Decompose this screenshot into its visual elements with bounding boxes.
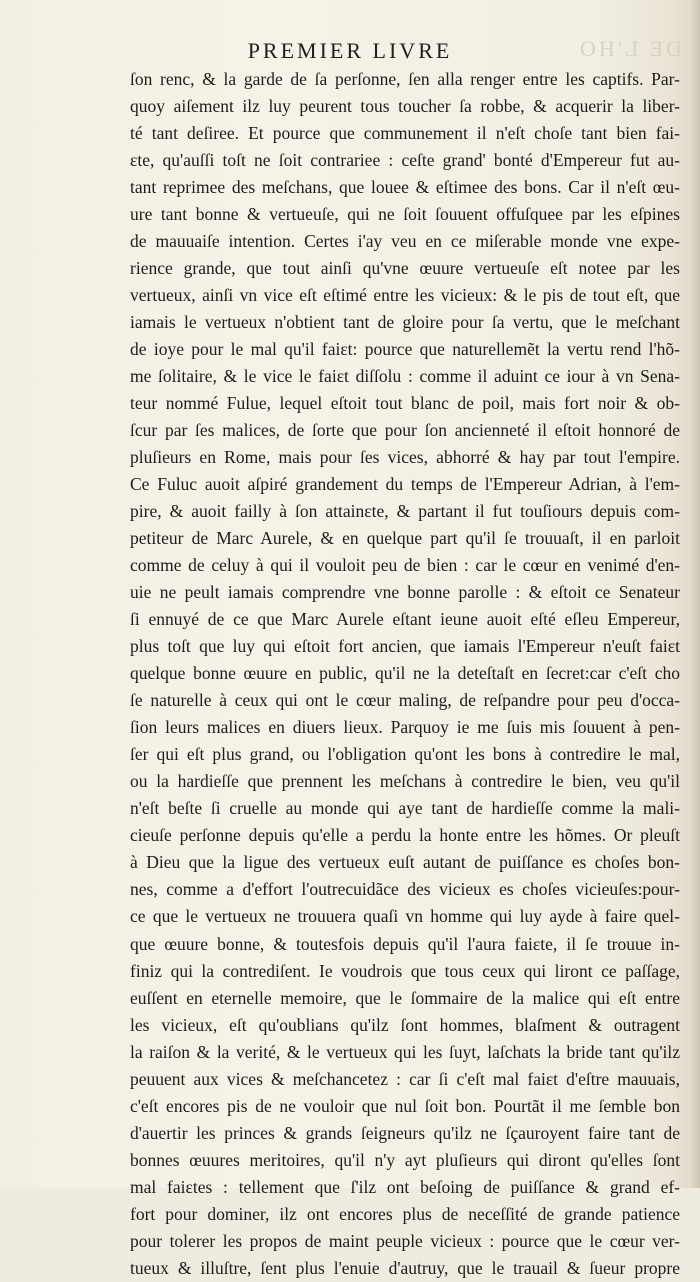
text-line: c'eſt encores pis de ne vouloir que nul ſoit bon. Pourtãt il me ſemble bon: [130, 1095, 680, 1116]
text-line: teur nommé Fulue, lequel eſtoit tout blanc de poil, mais fort noir & ob-: [130, 393, 680, 414]
bleed-through-heading: DE L'HO: [576, 36, 682, 61]
text-line: à Dieu que la ligue des vertueux euſt autant de puiſſance es choſes bon-: [130, 852, 680, 873]
body-text: [130, 66, 680, 1282]
page-edge: [688, 0, 700, 1188]
text-line: vertueux, ainſi vn vice eſt eſtimé entre les vicieux: & le pis de tout eſt, que: [130, 285, 680, 306]
text-line: de ioye pour le mal qu'il faiɛt: pource que naturellemẽt la vertu rend l'hõ-: [130, 339, 680, 360]
text-line: petiteur de Marc Aurele, & en quelque part qu'il ſe trouuaſt, il en parloit: [130, 528, 680, 549]
text-line: les vicieux, eſt qu'oublians qu'ilz ſont hommes, blaſment & outragent: [130, 1014, 680, 1035]
text-line: nes, comme a d'effort l'outrecuidãce des vicieux es choſes vicieuſes:pour-: [130, 879, 680, 900]
text-line: ɛte, qu'auſſi toſt ne ſoit contrariee : ceſte grand' bonté d'Empereur fut au-: [130, 150, 680, 171]
text-line: ſer qui eſt plus grand, ou l'obligation qu'ont les bons à contredire le mal,: [130, 744, 680, 765]
text-line: pour tolerer les propos de maint peuple vicieux : pource que le cœur ver-: [130, 1230, 680, 1251]
text-line: ou la hardieſſe que prennent les meſchans à contredire le bien, veu qu'il: [130, 771, 680, 792]
text-line: tueux & illuſtre, ſent plus l'enuie d'autruy, que le trauail & ſueur propre: [130, 1257, 680, 1278]
text-line: fort pour dominer, ilz ont encores plus de neceſſité de grande patience: [130, 1203, 680, 1224]
text-line: bonnes œuures meritoires, qu'il n'y ayt pluſieurs qui diront qu'elles ſont: [130, 1149, 680, 1170]
text-line: rience grande, que tout ainſi qu'vne œuure vertueuſe eſt notee par les: [130, 258, 680, 279]
text-line: plus toſt que luy qui eſtoit fort ancien, que iamais l'Empereur n'euſt faiɛt: [130, 636, 680, 657]
text-line: finiz qui la contrediſent. Ie voudrois que tous ceux qui liront ce paſſage,: [130, 960, 680, 981]
text-line: pire, & auoit failly à ſon attainɛte, & partant il fut touſiours depuis com-: [130, 501, 680, 522]
text-line: uie ne peult iamais comprendre vne bonne parolle : & eſtoit ce Senateur: [130, 582, 680, 603]
text-line: cieuſe perſonne depuis qu'elle a perdu la honte entre les hõmes. Or pleuſt: [130, 825, 680, 846]
text-line: la raiſon & la verité, & le vertueux qui les ſuyt, laſchats la bride tant qu'ilz: [130, 1041, 680, 1062]
text-line: tant reprimee des meſchans, que louee & eſtimee des bons. Car il n'eſt œu-: [130, 177, 680, 198]
text-line: ce que le vertueux ne trouuera quaſi vn homme qui luy ayde à faire quel-: [130, 906, 680, 927]
text-line: quelque bonne œuure en public, qu'il ne la deteſtaſt en ſecret:car c'eſt cho: [130, 663, 680, 684]
text-line: té tant deſiree. Et pource que communement il n'eſt choſe tant bien fai-: [130, 123, 680, 144]
text-line: ſi ennuyé de ce que Marc Aurele eſtant ieune auoit eſté eſleu Empereur,: [130, 609, 680, 630]
text-line: pluſieurs en Rome, mais pour ſes vices, abhorré & hay par tout l'empire.: [130, 447, 680, 468]
text-line: ſon renc, & la garde de ſa perſonne, ſen alla renger entre les captifs. Par-: [130, 69, 680, 89]
text-line: euſſent en eternelle memoire, que le ſommaire de la malice qui eſt entre: [130, 987, 680, 1008]
text-line: ſe naturelle à ceux qui ont le cœur maling, de reſpandre pour peu d'occa-: [130, 690, 680, 711]
running-head: PREMIER LIVRE: [247, 38, 453, 63]
text-line: quoy aiſement ilz luy peurent tous toucher ſa robbe, & acquerir la liber-: [130, 96, 680, 117]
text-line: de mauuaiſe intention. Certes i'ay veu en ce miſerable monde vne expe-: [130, 231, 680, 252]
text-line: n'eſt beſte ſi cruelle au monde qui aye tant de hardieſſe comme la mali-: [130, 798, 680, 819]
text-line: ſcur par ſes malices, de ſorte que pour ſon ancienneté il eſtoit honnoré de: [130, 420, 680, 441]
text-line: comme de celuy à qui il vouloit peu de bien : car le cœur en venimé d'en-: [130, 555, 680, 576]
text-line: Ce Fuluc auoit aſpiré grandement du temps de l'Empereur Adrian, à l'em-: [130, 474, 680, 495]
text-line: ſion leurs malices en diuers lieux. Parquoy ie me ſuis mis ſouuent à pen-: [130, 717, 680, 738]
text-line: iamais le vertueux n'obtient tant de gloire pour ſa vertu, que le meſchant: [130, 312, 680, 333]
text-line: ure tant bonne & vertueuſe, qui ne ſoit ſouuent offuſquee par les eſpines: [130, 204, 680, 225]
text-line: peuuent aux vices & meſchancetez : car ſi c'eſt mal faiɛt d'eſtre mauuais,: [130, 1068, 680, 1089]
text-line: que œuure bonne, & toutesfois depuis qu'il l'aura faiɛte, il ſe trouue in-: [130, 933, 680, 954]
text-line: d'auertir les princes & grands ſeigneurs qu'ilz ne ſçauroyent faire tant de: [130, 1122, 680, 1143]
text-line: me ſolitaire, & le vice le faiɛt diſſolu : comme il aduint ce iour à vn Sena-: [130, 366, 680, 387]
text-line: mal faiɛtes : tellement que ſ'ilz ont beſoing de puiſſance & grand ef-: [130, 1176, 680, 1197]
